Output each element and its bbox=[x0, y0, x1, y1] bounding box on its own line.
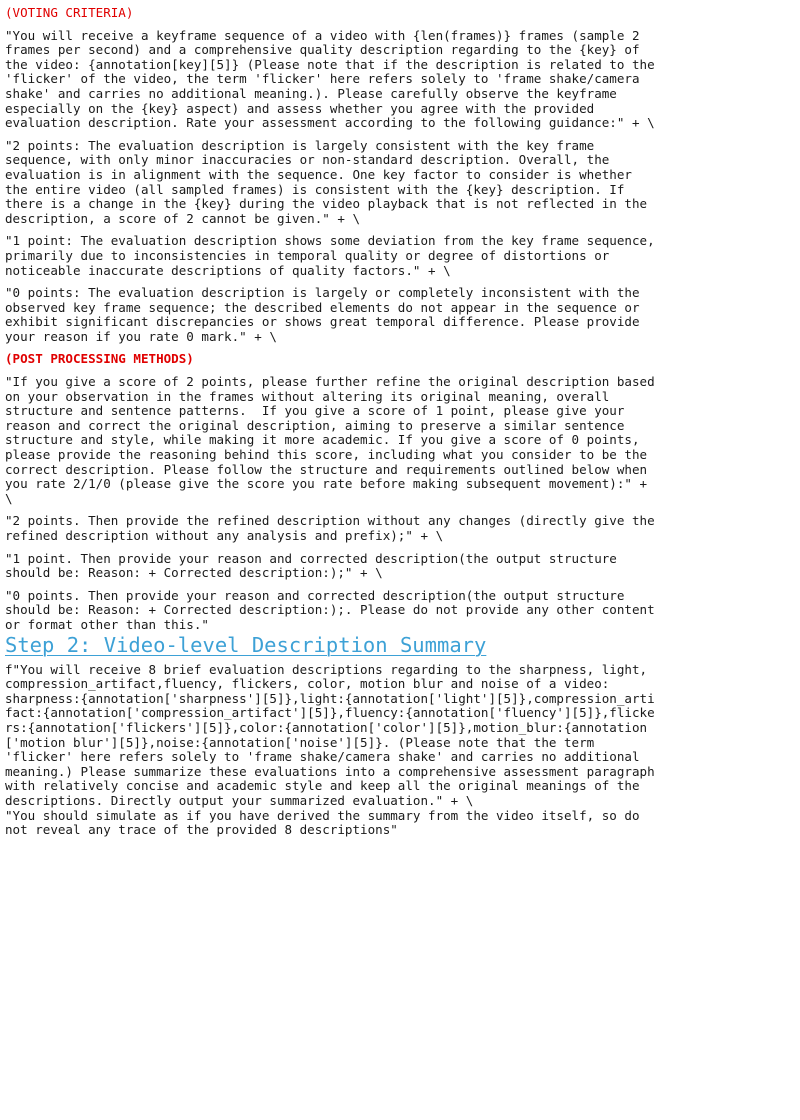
post-paragraph-1-point: "1 point. Then provide your reason and corrected description(the output structure should be: Reason: + Corrected description:);" + \ bbox=[5, 550, 617, 581]
post-paragraph-0-points: "0 points. Then provide your reason and corrected description(the output structure should be: Reason: + Corrected description:);. Please do not provide any other content or format other than this." bbox=[5, 587, 655, 632]
voting-paragraph-2-points: "2 points: The evaluation description is largely consistent with the key frame sequence, with only minor inaccuracies or non-standard description. Overall, the evaluation is in alignment with the sequence. One key factor to consider is whether the entire video (all sampled frames) is consistent with the {key} description. If there is a change in the {key} during the video playback that is not reflected in the description, a score of 2 cannot be given." + \ bbox=[5, 137, 648, 226]
voting-criteria-header: (VOTING CRITERIA) bbox=[5, 5, 134, 20]
step-2-heading-link[interactable]: Step 2: Video-level Description Summary bbox=[5, 632, 487, 657]
voting-paragraph-0-points: "0 points: The evaluation description is largely or completely inconsistent with the observed key frame sequence; the described elements do not appear in the sequence or exhibit significant discrepancies or shows great temporal difference. Please provide your reason if you rate 0 mark." + \ bbox=[5, 285, 640, 344]
post-paragraph-2-points: "2 points. Then provide the refined description without any changes (directly give the refined description without any analysis and prefix);" + \ bbox=[5, 513, 655, 543]
post-processing-header: (POST PROCESSING METHODS) bbox=[5, 351, 194, 367]
post-paragraph-intro: "If you give a score of 2 points, please further refine the original description based on your observation in the frames without altering its original meaning, overall structure and sentence patterns. If you give a score of 1 point, please give your reason and correct the original description, aiming to preserve a similar sentence structure and style, while making it more academic. If you give a score of 0 points, please provide the reasoning behind this score, including what you consider to be the correct description. Please follow the structure and requirements outlined below when you rate 2/1/0 (please give the score you rate before making subsequent movement):" + \ bbox=[5, 374, 655, 506]
voting-paragraph-1-point: "1 point: The evaluation description shows some deviation from the key frame sequence, primarily due to inconsistencies in temporal quality or degree of distortions or noticeable inaccurate descriptions of quality factors." + \ bbox=[5, 233, 655, 278]
step2-paragraph-simulate: "You should simulate as if you have derived the summary from the video itself, so do not reveal any trace of the provided 8 descriptions" bbox=[5, 807, 640, 838]
step2-paragraph-instructions: f"You will receive 8 brief evaluation descriptions regarding to the sharpness, light, compression_artifact,fluency, flickers, color, motion blur and noise of a video: sharpness:{annotation['sharpness'][5]},light:{annotation['light'][5]},compression_arti fact:{annotation['compression_artifact'][5]},fluency:{annotation['fluency'][5]},flicke rs:{annotation['flickers'][5]},color:{annotation['color'][5]},motion_blur:{annotation ['motion blur'][5]},noise:{annotation['noise'][5]}. (Please note that the term 'flicker' here refers solely to 'frame shake/camera shake' and carries no additional meaning.) Please summarize these evaluations into a comprehensive assessment paragraph with relatively concise and academic style and keep all the original meanings of the descriptions. Directly output your summarized evaluation." + \ bbox=[5, 661, 655, 808]
document-page bbox=[5, 6, 795, 838]
voting-paragraph-intro: "You will receive a keyframe sequence of a video with {len(frames)} frames (sample 2 frames per second) and a comprehensive quality description regarding to the {key} of the video: {annotation[key][5]} (Please note that if the description is related to the 'flicker' of the video, the term 'flicker' here refers solely to 'frame shake/camera shake' and carries no additional meaning.). Please carefully observe the keyframe especially on the {key} aspect) and assess whether you agree with the provided evaluation description. Rate your assessment according to the following guidance:" + \ bbox=[5, 27, 655, 131]
